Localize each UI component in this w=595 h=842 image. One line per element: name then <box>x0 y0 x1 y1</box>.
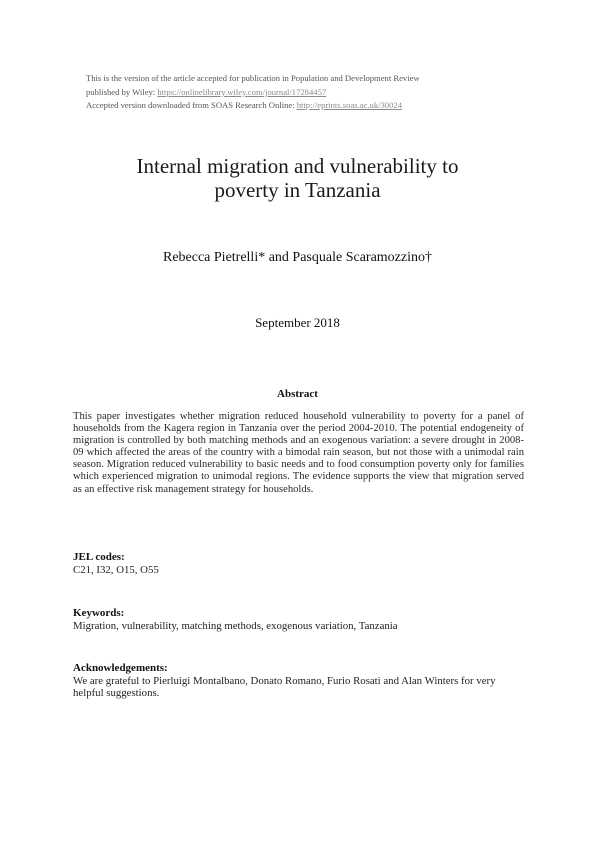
acknowledgements-heading: Acknowledgements: <box>73 662 168 674</box>
publication-notice <box>86 72 506 113</box>
jel-section <box>73 551 528 576</box>
jel-heading: JEL codes: <box>73 551 125 563</box>
notice-line-publisher <box>86 86 506 100</box>
keywords-heading: Keywords: <box>73 607 125 619</box>
keywords-text: Migration, vulnerability, matching methods, exogenous variation, Tanzania <box>73 619 398 632</box>
acknowledgements-text: We are grateful to Pierluigi Montalbano, Donato Romano, Furio Rosati and Alan Winters for very helpful suggestions. <box>73 674 496 699</box>
keywords-section <box>73 607 528 632</box>
notice-download-prefix: Accepted version downloaded from SOAS Research Online: <box>86 100 297 111</box>
paper-title <box>60 154 535 202</box>
publication-date: September 2018 <box>255 315 340 330</box>
eprints-link[interactable]: http://eprints.soas.ac.uk/30024 <box>296 100 402 111</box>
authors: Rebecca Pietrelli* and Pasquale Scaramozzino† <box>162 250 432 265</box>
notice-line-download <box>86 99 506 113</box>
abstract-heading: Abstract <box>277 388 318 400</box>
paper-title-line-2: poverty in Tanzania <box>214 178 381 202</box>
notice-publisher-prefix: published by Wiley: <box>86 86 158 97</box>
jel-codes: C21, I32, O15, O55 <box>73 563 159 576</box>
paper-title-line-1: Internal migration and vulnerability to <box>136 154 459 178</box>
journal-link[interactable]: https://onlinelibrary.wiley.com/journal/17284457 <box>157 86 327 97</box>
notice-line-accepted: This is the version of the article accepted for publication in Population and Development Review <box>86 73 420 83</box>
abstract-text: This paper investigates whether migration reduced household vulnerability to poverty for a panel of households from the Kagera region in Tanzania over the period 2004-2010. The potential endogeneity of migration is controlled by both matching methods and an exogenous variation: a severe drought in 2008-09 which affected the areas of the country with a bimodal rain season, but not those with a unimodal rain season. Migration reduced vulnerability to basic needs and to food consumption poverty only for families which experienced migration to unimodal regions. The evidence supports the view that migration served as an effective risk management strategy for households. <box>73 411 524 495</box>
acknowledgements-section <box>73 662 528 699</box>
